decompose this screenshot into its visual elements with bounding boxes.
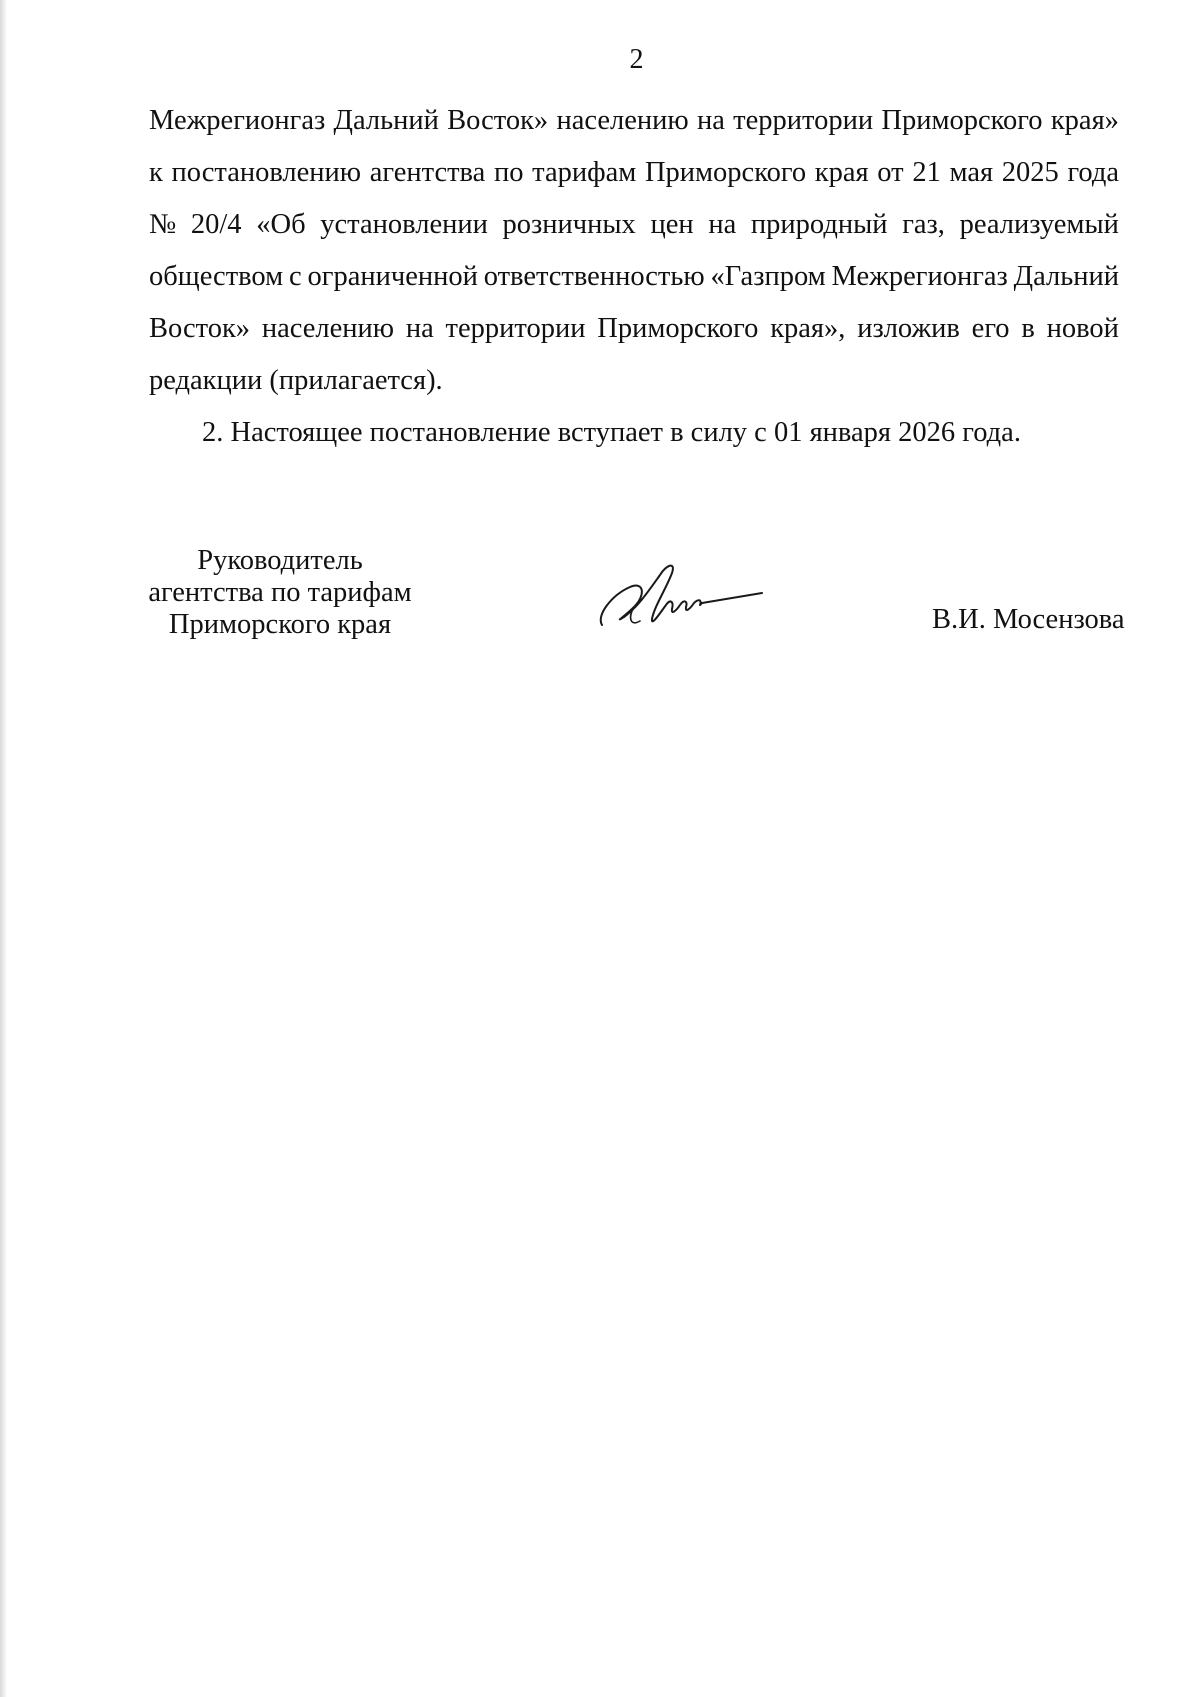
word: населению xyxy=(261,313,395,344)
word: Дальний xyxy=(333,105,439,136)
body-line-5 xyxy=(149,303,1119,355)
word: цен xyxy=(650,209,694,240)
word: Межрегионгаз xyxy=(149,105,326,136)
word: территории xyxy=(733,105,874,136)
word: установлении xyxy=(320,209,488,240)
word: с xyxy=(289,261,302,292)
word: года xyxy=(1067,157,1119,188)
body-line-3 xyxy=(149,199,1119,251)
word: Приморского xyxy=(644,157,807,188)
word: «Газпром xyxy=(710,261,826,292)
word: Приморского xyxy=(597,313,759,344)
word: Восток» xyxy=(149,313,251,344)
signer-title-line-2: агентства по тарифам xyxy=(148,577,412,608)
word: в xyxy=(1021,313,1035,344)
word: по xyxy=(493,157,524,188)
word: реализуемый xyxy=(959,209,1119,240)
signer-title-line-3: Приморского края xyxy=(168,609,392,640)
word: розничных xyxy=(502,209,636,240)
word: новой xyxy=(1046,313,1119,344)
word: агентства xyxy=(369,157,486,188)
signer-title xyxy=(140,545,420,641)
document-body xyxy=(149,95,1119,459)
word: населению xyxy=(556,105,689,136)
word: постановлению xyxy=(171,157,362,188)
body-line-4 xyxy=(149,251,1119,303)
paragraph-2: 2. Настоящее постановление вступает в силу с 01 января 2026 года. xyxy=(202,417,1021,448)
word: «Об xyxy=(256,209,306,240)
word: ограниченной xyxy=(307,261,478,292)
word: края», xyxy=(770,313,846,344)
word: мая xyxy=(949,157,994,188)
signer-title-line-1: Руководитель xyxy=(197,545,363,576)
word: обществом xyxy=(149,261,284,292)
handwritten-signature xyxy=(594,555,764,635)
signer-name: В.И. Мосензова xyxy=(932,604,1125,635)
word: Приморского xyxy=(881,105,1043,136)
word: его xyxy=(971,313,1010,344)
word: Межрегионгаз xyxy=(831,261,1008,292)
word: газ, xyxy=(902,209,945,240)
word: края xyxy=(814,157,869,188)
body-line-6: редакции (прилагается). xyxy=(149,365,443,396)
word: изложив xyxy=(857,313,960,344)
word: на xyxy=(696,105,725,136)
word: территории xyxy=(445,313,586,344)
word: 21 xyxy=(912,157,941,188)
page-number: 2 xyxy=(629,44,644,75)
body-line-1 xyxy=(149,95,1119,147)
word: № xyxy=(149,209,177,240)
word: 2025 xyxy=(1001,157,1059,188)
word: края» xyxy=(1050,105,1119,136)
word: ответственностью xyxy=(483,261,705,292)
word: тарифам xyxy=(532,157,637,188)
word: на xyxy=(708,209,737,240)
word: к xyxy=(149,157,163,188)
body-line-2 xyxy=(149,147,1119,199)
word: природный xyxy=(750,209,888,240)
word: 20/4 xyxy=(190,209,242,240)
word: от xyxy=(877,157,904,188)
word: Восток» xyxy=(447,105,549,136)
word: на xyxy=(405,313,434,344)
scan-edge xyxy=(0,0,7,1697)
word: Дальний xyxy=(1013,261,1119,292)
